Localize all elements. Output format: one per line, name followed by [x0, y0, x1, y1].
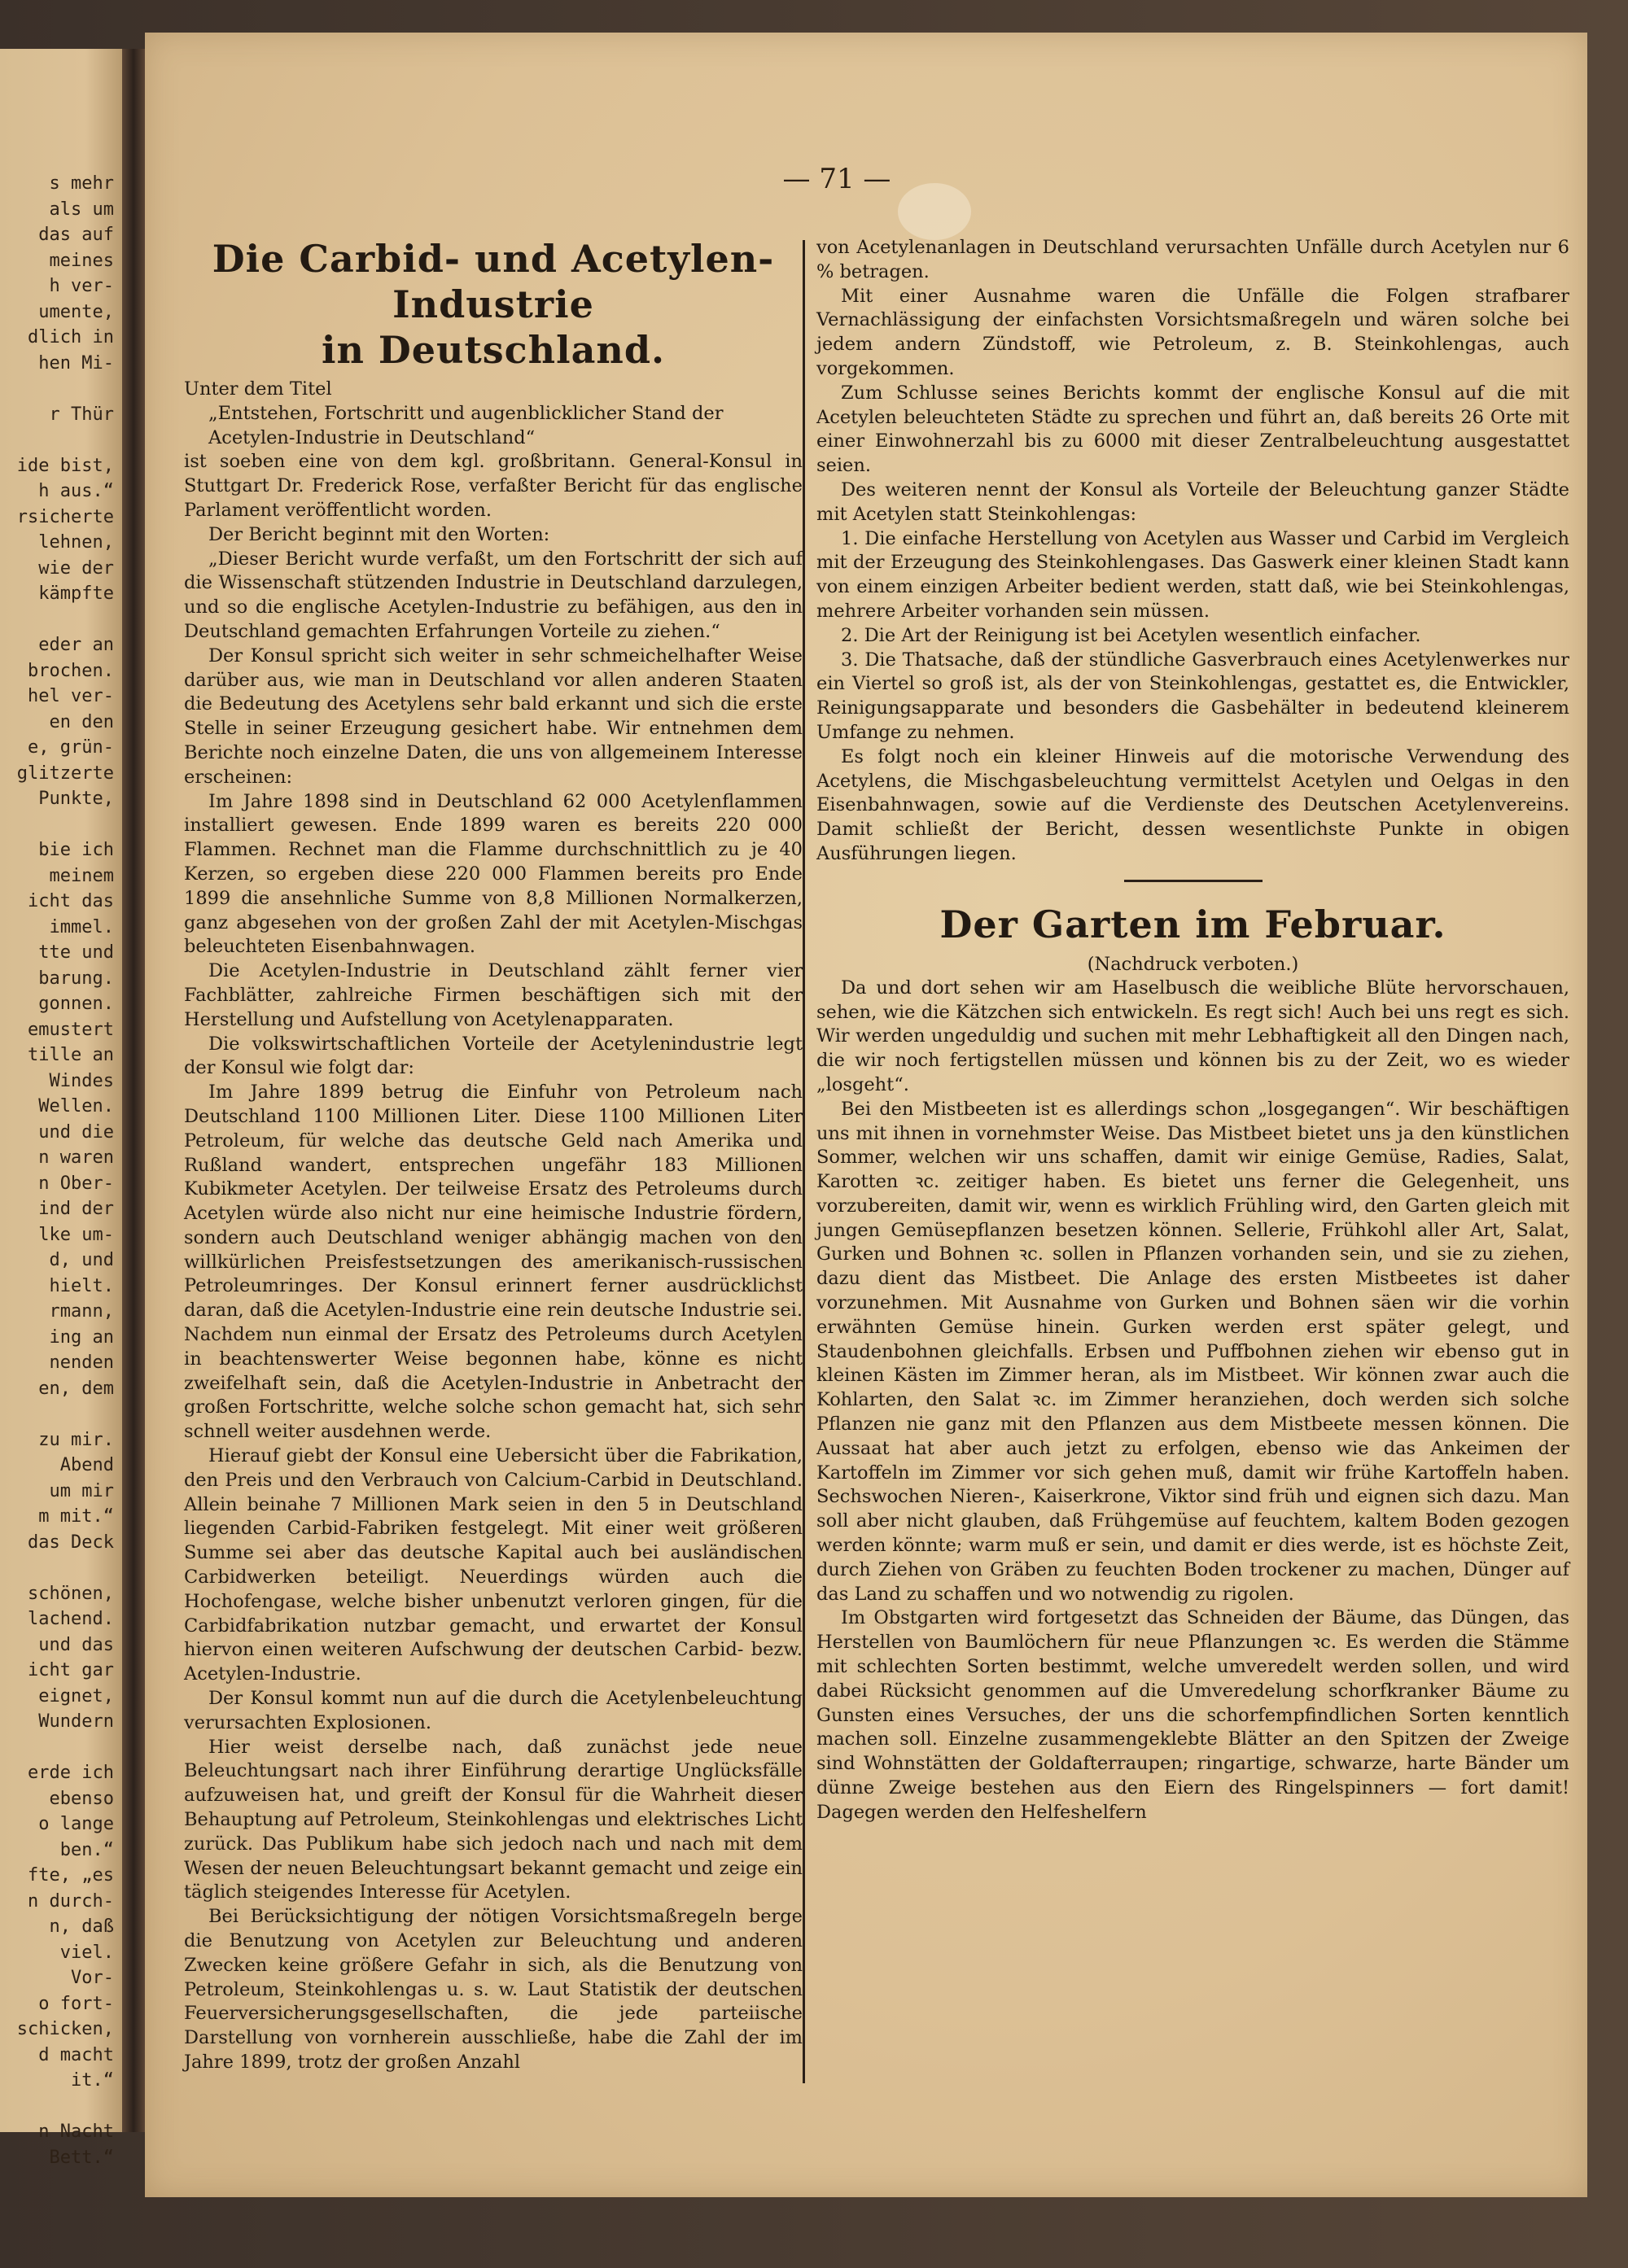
left-page-fragment	[8, 1735, 114, 1761]
article1-paragraph: Die Acetylen-Industrie in Deutschland zählt ferner vier Fachblätter, zahlreiche Firmen beschäftigen sich mit der Herstellung und Aufstellung von Acetylenapparaten.	[184, 960, 803, 1030]
article1-paragraph: Der Konsul kommt nun auf die durch die Acetylenbeleuchtung verursachten Explosionen.	[184, 1688, 803, 1733]
book-gutter	[122, 49, 145, 2132]
left-page-fragment	[8, 1401, 114, 1427]
article1-paragraph: Die volkswirtschaftlichen Vorteile der Acetylenindustrie legt der Konsul wie folgt dar:	[184, 1033, 803, 1079]
left-page-fragment	[8, 607, 114, 633]
left-page-fragment: eignet,	[38, 1685, 114, 1706]
left-page-fragment: das Deck	[28, 1532, 114, 1553]
left-page-fragment: lehnen,	[38, 532, 114, 553]
left-page-fragment: icht das	[28, 891, 114, 911]
left-page-fragment: bie ich	[38, 840, 114, 860]
left-page-fragment	[8, 376, 114, 402]
article1-paragraph: Des weiteren nennt der Konsul als Vorteile der Beleuchtung ganzer Städte mit Acetylen statt Steinkohlengas:	[816, 479, 1569, 525]
article1-paragraph: Im Jahre 1899 betrug die Einfuhr von Petroleum nach Deutschland 1100 Millionen Liter. Diese 1100 Millionen Liter Petroleum, für welche das deutsche Geld nach Amerika und Rußland wandert, entsprechen ungefähr 183 Millionen Kubikmeter Acetylen. Der teilweise Ersatz des Petroleums durch Acetylen würde also nicht nur eine heimische Industrie fördern, sondern auch Deutschland weniger abhängig machen von den willkürlichen Preisfestsetzungen des amerikanisch-russischen Petroleumringes. Der Konsul erinnert ferner ausdrücklichst daran, daß die Acetylen-Industrie eine rein deutsche Industrie sei. Nachdem nun einmal der Ersatz des Petroleums durch Acetylen in beachtenswerter Weise begonnen habe, könne es nicht zweifelhaft sein, daß die Acetylen-Industrie in Anbetracht der großen Fortschritte, welche solche schon gemacht hat, sich sehr schnell weiter ausdehnen werde.	[184, 1082, 803, 1443]
left-page-fragment: brochen.	[28, 660, 114, 681]
left-page-fragment: das auf	[38, 225, 114, 245]
article-divider	[1124, 880, 1263, 882]
left-page-fragment	[8, 812, 114, 838]
left-page-fragment: immel.	[49, 916, 114, 937]
left-page-fragment: Abend	[59, 1455, 114, 1475]
left-page-fragment: h ver-	[49, 276, 114, 296]
article2-title: Der Garten im Februar.	[939, 902, 1446, 946]
left-page-fragment	[8, 427, 114, 453]
left-page-fragment	[8, 1555, 114, 1581]
article1-quoted-title: „Entstehen, Fortschritt und augenblicklicher Stand der Acetylen-Industrie in Deutschland“	[208, 402, 724, 448]
left-page-fragment: e, grün-	[28, 737, 114, 758]
left-page-fragment: eder an	[38, 635, 114, 655]
left-page-fragment: hen Mi-	[38, 352, 114, 374]
left-page-edge	[0, 49, 122, 2168]
left-page-fragment: schönen,	[28, 1583, 114, 1604]
article1-title	[184, 236, 803, 373]
article1-paragraph: Im Jahre 1898 sind in Deutschland 62 000 Acetylenflammen installiert gewesen. Ende 1899 waren es bereits 220 000 Flammen. Rechnet man die Flamme durchschnittlich zu je 40 Kerzen, so ergeben diese 220 000 Flammen bereits pro Ende 1899 die ansehnliche Summe von 8,8 Millionen Normalkerzen, ganz abgesehen von der großen Zahl der mit Acetylen-Mischgas beleuchteten Eisenbahnwagen.	[184, 790, 803, 958]
left-page-fragment: glitzerte	[16, 763, 114, 784]
left-page-fragment: hel ver-	[28, 686, 114, 706]
left-page-fragment: meinem	[49, 865, 114, 886]
left-page-fragment: it.“	[71, 2070, 114, 2091]
article2-paragraph: Bei den Mistbeeten ist es allerdings schon „losgegangen“. Wir beschäftigen uns mit ihnen in vornehmster Weise. Das Mistbeet bietet uns ja den künstlichen Sommer, welchen wir uns schaffen, damit wir einige Gemüse, Radies, Salat, Karotten ꝛc. zeitiger haben. Es bietet uns ferner die Gelegenheit, uns vorzubereiten, damit wir, wenn es wirklich Frühling wird, den Garten gleich mit jungen Gemüsepflanzen besetzen können. Sellerie, Frühkohl aller Art, Salat, Gurken und Bohnen ꝛc. sollen in Pflanzen vorhanden sein, und sie zu ziehen, dazu dient das Mistbeet. Die Anlage des ersten Mistbeetes ist daher vorzunehmen. Mit Ausnahme von Gurken und Bohnen säen wir die vorhin erwähnten Gemüse hinein. Gurken werden erst später gelegt, und Staudenbohnen gleichfalls. Erbsen und Puffbohnen ziehen wir ebenso gut in kleinen Kästen im Zimmer heran, als im Mistbeet. Wir können zwar auch die Kohlarten, den Salat ꝛc. im Zimmer heranziehen, doch werden sich solche Pflanzen nie ganz mit den Pflanzen aus dem Mistbeete messen können. Die Aussaat hat aber auch jetzt zu erfolgen, ebenso wie das Ankeimen der Kartoffeln im Zimmer vor sich gehen muß, damit wir frühe Kartoffeln haben. Sechswochen Nieren-, Kaiserkrone, Viktor sind früh und eignen sich dazu. Man soll aber nicht glauben, daß Frühgemüse auf feuchtem, kaltem Boden gezogen werden könnte; warm muß er sein, und damit er dies werde, ist es höchste Zeit, durch Ziehen von Gräben zu feuchten Boden trockener zu machen, Dünger auf das Land zu schaffen und wo notwendig zu rigolen.	[816, 1098, 1569, 1605]
left-page-fragment: lachend.	[28, 1609, 114, 1629]
article1-paragraph: Der Konsul spricht sich weiter in sehr schmeichelhafter Weise darüber aus, wie man in Deutschland vor allen anderen Staaten die Bedeutung des Acetylens sehr bald erkannt und sich die erste Stelle in seiner Erzeugung gesichert habe. Wir entnehmen dem Berichte noch einzelne Daten, die uns von allgemeinem Interesse erscheinen:	[184, 645, 803, 788]
left-page-fragment: n Ober-	[38, 1173, 114, 1194]
left-page-fragment: en den	[49, 711, 114, 732]
article1-paragraph: Hierauf giebt der Konsul eine Uebersicht über die Fabrikation, den Preis und den Verbrauch von Calcium-Carbid in Deutschland. Allein beinahe 7 Millionen Mark seien in den 5 in Deutschland liegenden Carbid-Fabriken festgelegt. Mit einer weit größeren Summe sei aber das deutsche Kapital auch bei ausländischen Carbidwerken beteiligt. Neuerdings würden auch die Hochofengase, welche bisher unbenutzt verloren gingen, für die Carbidfabrikation nutzbar gemacht, und erwartet der Konsul hiervon einen weiteren Aufschwung der deutschen Carbid- bezw. Acetylen-Industrie.	[184, 1445, 803, 1685]
right-column	[816, 236, 1569, 1825]
left-page-fragment	[8, 2094, 114, 2120]
left-page-fragment: ebenso	[49, 1788, 114, 1809]
left-page-fragment: zu mir.	[38, 1429, 114, 1450]
left-page-fragment: erde ich	[28, 1763, 114, 1783]
left-page-fragment: n waren	[38, 1147, 114, 1168]
article1-paragraph: Es folgt noch ein kleiner Hinweis auf die motorische Verwendung des Acetylens, die Mischgasbeleuchtung vermittelst Acetylen und Oelgas in den Eisenbahnwagen, sowie auf die Verdienste des Deutschen Acetylenvereins. Damit schließt der Bericht, dessen wesentlichste Punkte in obigen Ausführungen liegen.	[816, 745, 1569, 864]
left-page-fragment: nenden	[49, 1352, 114, 1373]
article1-paragraph: Unter dem Titel	[184, 378, 332, 400]
left-page-fragment: um mir	[49, 1480, 114, 1501]
left-page-fragment: fte, „es	[28, 1865, 114, 1886]
left-page-fragment: n, daß	[49, 1916, 114, 1937]
left-page-fragment: ing an	[49, 1326, 114, 1348]
left-page-fragment: tille an	[28, 1045, 114, 1065]
article2-paragraph: Da und dort sehen wir am Haselbusch die weibliche Blüte hervorschauen, sehen, wie die Kätzchen sich entwickeln. Es regt sich! Auch bei uns regt es sich. Wir werden ungeduldig und suchen mit mehr Lebhaftigkeit all den Dingen nach, die wir noch fertigstellen müssen und können bis zu der Zeit, wo es wieder „losgeht“.	[816, 977, 1569, 1095]
article1-list-item: 3. Die Thatsache, daß der stündliche Gasverbrauch eines Acetylenwerkes nur ein Viertel so groß ist, als der von Steinkohlengas, gestattet es, die Entwickler, Reinigungsapparate und besonders die Gasbehälter in bedeutend kleinerem Umfange zu nehmen.	[816, 649, 1569, 743]
left-page-fragment: hielt.	[49, 1275, 114, 1296]
article1-paragraph: Der Bericht beginnt mit den Worten:	[208, 523, 550, 545]
left-page-fragment: rsicherte	[16, 506, 114, 527]
article1-paragraph: Mit einer Ausnahme waren die Unfälle die Folgen strafbarer Vernachlässigung der einfachsten Vorsichtsmaßregeln und wären solche bei jedem andern Zündstoff, wie Petroleum, z. B. Steinkohlengas, auch vorgekommen.	[816, 285, 1569, 379]
left-page-fragment: schicken,	[16, 2019, 114, 2039]
article1-title-line1: Die Carbid- und Acetylen-Industrie	[212, 237, 775, 326]
article2-paragraph: Im Obstgarten wird fortgesetzt das Schneiden der Bäume, das Düngen, das Herstellen von Baumlöchern für neue Pflanzungen ꝛc. Es werden die Stämme mit schlechten Sorten bestimmt, welche umveredelt werden sollen, und wird dabei Rücksicht genommen auf die Umveredelung schorfkranker Bäume zu Gunsten eines Versuches, der uns die schorfempfindlichen Sorten kenntlich machen soll. Einzelne zusammengeklebte Blätter an den Spitzen der Zweige sind Wohnstätten der Goldafterraupen; ringartige, schwarze, harte Bänder um dünne Zweige bestehen aus den Eiern des Ringelspinners — fort damit! Dagegen werden den Helfeshelfern	[816, 1607, 1569, 1823]
left-page-fragment: und die	[38, 1121, 114, 1143]
article1-list-item: 2. Die Art der Reinigung ist bei Acetylen wesentlich einfacher.	[841, 624, 1421, 646]
left-page-fragment: Wundern	[38, 1711, 114, 1732]
article1-paragraph: „Dieser Bericht wurde verfaßt, um den Fortschritt der sich auf die Wissenschaft stützenden Industrie in Deutschland darzulegen, und so die englische Acetylen-Industrie zu befähigen, aus den in Deutschland gemachten Erfahrungen Vorteile zu ziehen.“	[184, 548, 803, 642]
left-page-fragment: ind der	[38, 1199, 114, 1219]
left-page-fragment: rmann,	[49, 1301, 114, 1322]
left-page-text-fragments	[8, 171, 114, 2170]
article1-paragraph: Hier weist derselbe nach, daß zunächst jede neue Beleuchtungsart nach ihrer Einführung derartige Unglücksfälle aufzuweisen hat, und greift der Konsul für die Wahrheit dieser Behauptung auf Petroleum, Steinkohlengas und elektrisches Licht zurück. Das Publikum habe sich jedoch nach und nach mit dem Wesen der neuen Beleuchtungsart bekannt gemacht und zeige ein täglich steigendes Interesse für Acetylen.	[184, 1736, 803, 1903]
article1-list-item: 1. Die einfache Herstellung von Acetylen aus Wasser und Carbid im Vergleich mit der Erzeugung des Steinkohlengases. Das Gaswerk einer kleinen Stadt kann von einem einzigen Arbeiter bedient werden, statt daß, wie bei Steinkohlengas, mehrere Arbeiter vorhanden sein müssen.	[816, 527, 1569, 622]
left-page-fragment: n Nacht	[38, 2122, 114, 2142]
left-page-fragment: ben.“	[59, 1839, 114, 1860]
left-page-fragment: en, dem	[38, 1378, 114, 1399]
left-page-fragment: Punkte,	[38, 789, 114, 809]
left-page-fragment: umente,	[38, 301, 114, 322]
article1-paragraph: Zum Schlusse seines Berichts kommt der englische Konsul auf die mit Acetylen beleuchteten Städte zu sprechen und führt an, daß bereits 26 Orte mit einer Einwohnerzahl bis zu 6000 mit dieser Zentralbeleuchtung ausgestattet seien.	[816, 382, 1569, 477]
left-page-fragment: dlich in	[28, 327, 114, 347]
left-page-fragment: viel.	[59, 1942, 114, 1963]
page-number: — 71 —	[782, 163, 891, 195]
page-71	[145, 33, 1587, 2197]
left-page-fragment: kämpfte	[38, 583, 114, 604]
left-page-fragment: d, und	[49, 1250, 114, 1270]
column-rule	[803, 240, 805, 2083]
left-page-fragment: d macht	[38, 2044, 114, 2065]
article1-paragraph: von Acetylenanlagen in Deutschland verursachten Unfälle durch Acetylen nur 6 % betragen.	[816, 237, 1569, 282]
left-page-fragment: tte und	[38, 942, 114, 963]
article2-reprint-note: (Nachdruck verboten.)	[1087, 953, 1299, 975]
left-page-fragment: icht gar	[28, 1660, 114, 1680]
left-page-fragment: r Thür	[49, 404, 114, 425]
article1-paragraph: Bei Berücksichtigung der nötigen Vorsichtsmaßregeln berge die Benutzung von Acetylen zur Beleuchtung und anderen Zwecken keine größere Gefahr in sich, als die Benutzung von Petroleum, Steinkohlengas u. s. w. Laut Statistik der deutschen Feuerversicherungsgesellschaften, die jede parteiische Darstellung von vornherein ausschließe, habe die Zahl der im Jahre 1899, trotz der großen Anzahl	[184, 1906, 803, 2073]
left-page-fragment: ide bist,	[16, 455, 114, 476]
left-page-fragment: lke um-	[38, 1224, 114, 1245]
left-page-fragment: barung.	[38, 968, 114, 989]
left-page-fragment: Windes	[49, 1070, 114, 1091]
left-page-fragment: Vor-	[71, 1968, 114, 1988]
left-column	[184, 236, 803, 2075]
left-page-fragment: meines	[49, 250, 114, 271]
left-page-fragment: o fort-	[38, 1993, 114, 2014]
left-page-fragment: emustert	[28, 1019, 114, 1040]
article1-title-line2: in Deutschland.	[321, 328, 666, 372]
left-page-fragment: m mit.“	[38, 1506, 114, 1527]
left-page-fragment: n durch-	[28, 1890, 114, 1912]
left-page-fragment: als um	[49, 199, 114, 220]
left-page-fragment: h aus.“	[38, 481, 114, 501]
left-page-fragment: wie der	[38, 557, 114, 579]
left-page-fragment: und das	[38, 1634, 114, 1655]
article1-paragraph: ist soeben eine von dem kgl. großbritann. General-Konsul in Stuttgart Dr. Frederick Rose, verfaßter Bericht für das englische Parlament veröffentlicht worden.	[184, 451, 803, 521]
left-page-fragment: Bett.“	[49, 2147, 114, 2168]
left-page-fragment: gonnen.	[38, 994, 114, 1014]
left-page-fragment: o lange	[38, 1814, 114, 1834]
left-page-fragment: Wellen.	[38, 1096, 114, 1117]
left-page-fragment: s mehr	[49, 173, 114, 194]
